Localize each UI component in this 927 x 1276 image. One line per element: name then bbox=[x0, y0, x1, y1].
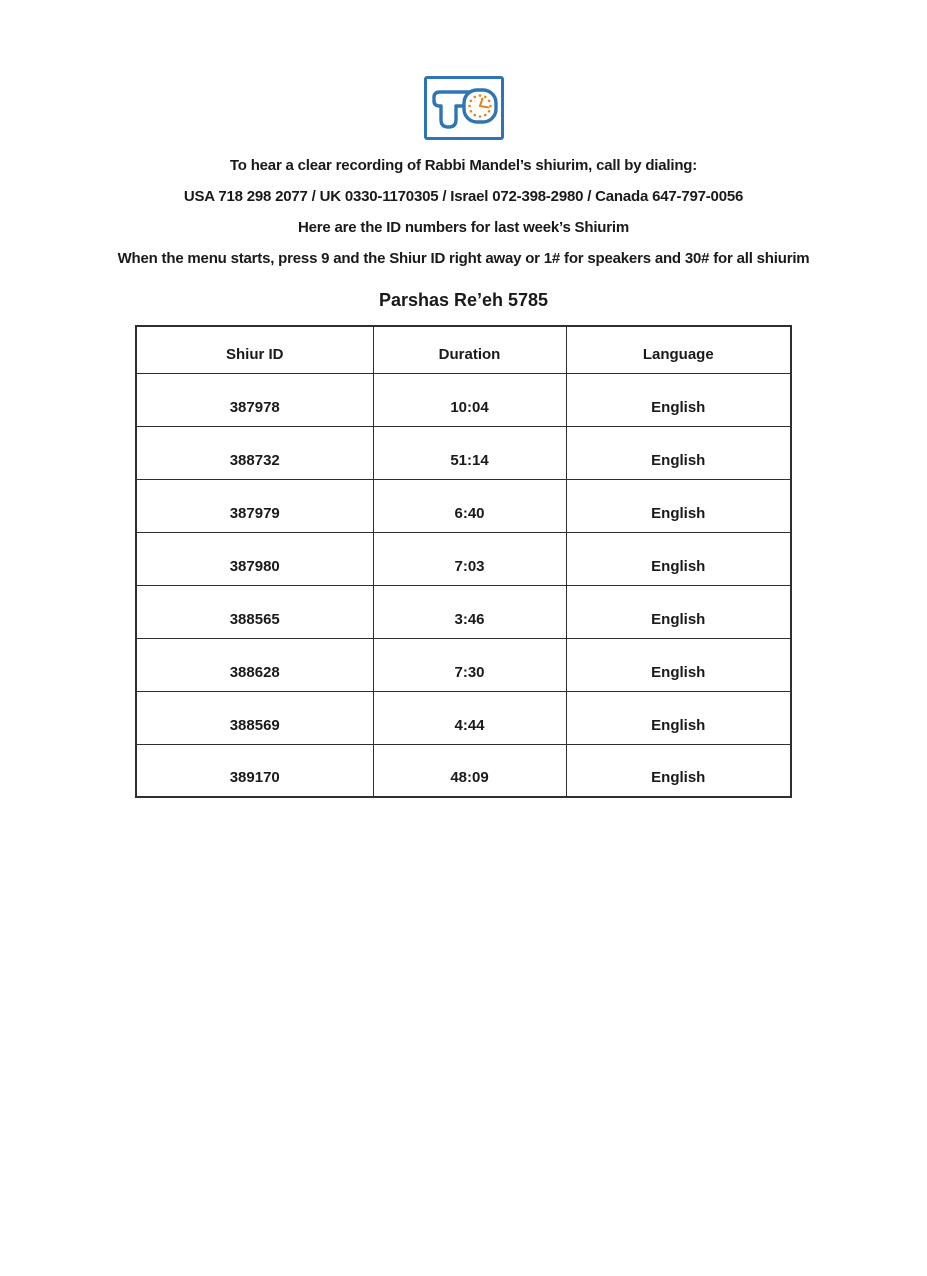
language-cell: English bbox=[566, 691, 791, 744]
table-row bbox=[136, 532, 791, 585]
duration-cell: 4:44 bbox=[373, 691, 566, 744]
id-numbers-line: Here are the ID numbers for last week’s Shiurim bbox=[298, 219, 629, 236]
intro-line: To hear a clear recording of Rabbi Mandel’s shiurim, call by dialing: bbox=[229, 157, 698, 174]
instructions-line: When the menu starts, press 9 and the Shiur ID right away or 1# for speakers and 30# for all shiurim bbox=[117, 250, 810, 267]
language-cell: English bbox=[566, 585, 791, 638]
table-row bbox=[136, 691, 791, 744]
logo-icon bbox=[428, 80, 500, 136]
column-header-shiur-id: Shiur ID bbox=[136, 326, 373, 373]
shiur-id-cell: 387978 bbox=[136, 373, 373, 426]
language-cell: English bbox=[566, 638, 791, 691]
torahanytime-clock-logo bbox=[424, 76, 504, 140]
shiur-id-cell: 388565 bbox=[136, 585, 373, 638]
phone-numbers-line: USA 718 298 2077 / UK 0330-1170305 / Israel 072-398-2980 / Canada 647-797-0056 bbox=[183, 188, 744, 205]
table-row bbox=[136, 479, 791, 532]
duration-cell: 6:40 bbox=[373, 479, 566, 532]
duration-cell: 7:30 bbox=[373, 638, 566, 691]
duration-cell: 51:14 bbox=[373, 426, 566, 479]
shiur-id-cell: 388628 bbox=[136, 638, 373, 691]
parsha-title: Parshas Re’eh 5785 bbox=[378, 290, 549, 310]
shiurim-table bbox=[135, 325, 792, 798]
table-header-row bbox=[136, 326, 791, 373]
column-header-duration: Duration bbox=[373, 326, 566, 373]
language-cell: English bbox=[566, 426, 791, 479]
duration-cell: 3:46 bbox=[373, 585, 566, 638]
shiur-id-cell: 388569 bbox=[136, 691, 373, 744]
shiur-table-body bbox=[136, 373, 791, 797]
table-row bbox=[136, 585, 791, 638]
table-row bbox=[136, 373, 791, 426]
table-row bbox=[136, 744, 791, 797]
shiur-id-cell: 387979 bbox=[136, 479, 373, 532]
table-row bbox=[136, 426, 791, 479]
document-page bbox=[0, 76, 927, 1276]
language-cell: English bbox=[566, 373, 791, 426]
table-row bbox=[136, 638, 791, 691]
shiur-id-cell: 389170 bbox=[136, 744, 373, 797]
language-cell: English bbox=[566, 744, 791, 797]
language-cell: English bbox=[566, 479, 791, 532]
language-cell: English bbox=[566, 532, 791, 585]
duration-cell: 7:03 bbox=[373, 532, 566, 585]
duration-cell: 10:04 bbox=[373, 373, 566, 426]
column-header-language: Language bbox=[566, 326, 791, 373]
shiur-id-cell: 387980 bbox=[136, 532, 373, 585]
shiur-id-cell: 388732 bbox=[136, 426, 373, 479]
duration-cell: 48:09 bbox=[373, 744, 566, 797]
